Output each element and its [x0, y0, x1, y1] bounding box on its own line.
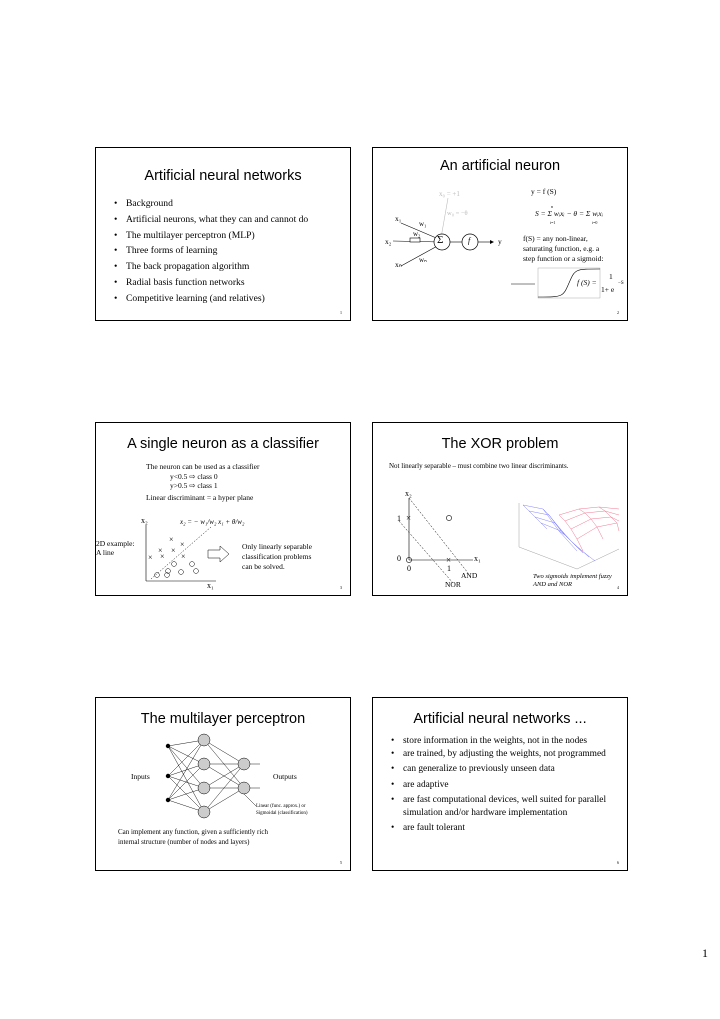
text-line: Linear discriminant = a hyper plane: [146, 493, 254, 502]
note-line: can be solved.: [242, 562, 285, 571]
xn-label: xₙ: [395, 260, 402, 269]
x2-label: x₂: [385, 237, 392, 246]
w2-label: w₂: [413, 230, 421, 238]
x0-label: x₀ = +1: [439, 190, 460, 198]
svg-text:×: ×: [171, 546, 176, 555]
note-line: Linear (func. approx.) or: [256, 804, 306, 809]
wn-label: wₙ: [419, 256, 427, 264]
example-line: A line: [96, 548, 115, 557]
list-item: • The back propagation algorithm: [114, 259, 308, 275]
slide-number: 4: [617, 585, 619, 590]
text-line: The neuron can be used as a classifier: [146, 462, 260, 471]
and-label: AND: [461, 571, 478, 580]
description-line: f(S) = any non-linear,: [523, 234, 588, 243]
text-line: y<0.5 ⇨ class 0: [170, 472, 218, 481]
svg-text:×: ×: [169, 535, 174, 544]
note-line: classification problems: [242, 552, 312, 561]
caption-line: Two sigmoids implement fuzzy: [533, 573, 612, 580]
page-number: 1: [702, 946, 708, 960]
slide-number: 2: [617, 310, 619, 315]
x1-axis-label: x₁: [474, 554, 481, 563]
caption-line: internal structure (number of nodes and layers): [118, 838, 250, 846]
sigmoid-numerator: 1: [609, 272, 613, 281]
slide-1: [95, 147, 351, 321]
description-line: step function or a sigmoid:: [523, 254, 604, 263]
svg-text:×: ×: [446, 555, 452, 565]
list-item: • Competitive learning (and relatives): [114, 291, 308, 307]
list-item: • are trained, by adjusting the weights, not programmed: [391, 748, 623, 761]
slide-title: An artificial neuron: [439, 158, 561, 174]
slide-title: The XOR problem: [441, 436, 559, 452]
list-item: • are fast computational devices, well suited for parallel simulation and/or hardware implementation: [391, 794, 623, 820]
equation-y: y = f (S): [531, 187, 557, 196]
tick-label: 1: [397, 514, 401, 523]
tick-label: 0: [407, 564, 411, 573]
bullet-list: [391, 735, 623, 835]
note-line: Sigmoidal (classification): [256, 811, 308, 816]
class-0-points: [148, 535, 186, 562]
slide-title: Artificial neural networks: [144, 168, 302, 184]
example-line: 2D example:: [96, 539, 135, 548]
xor-cross-points: [406, 513, 451, 565]
slide-6: [372, 697, 628, 871]
class-1-points: [155, 562, 199, 578]
svg-text:×: ×: [406, 513, 412, 523]
list-item: • Radial basis function networks: [114, 275, 308, 291]
classifier-plot: [96, 423, 352, 597]
slide-4: [372, 422, 628, 596]
arrow-icon: [208, 546, 229, 562]
note-line: Only linearly separable: [242, 542, 312, 551]
neuron-diagram: [373, 148, 629, 322]
svg-text:×: ×: [160, 552, 165, 561]
list-item: • Artificial neurons, what they can and cannot do: [114, 212, 308, 228]
equation-s: S = Σ wᵢxᵢ − θ = Σ wᵢxᵢ: [535, 209, 603, 218]
list-item: • Background: [114, 196, 308, 212]
slide-title: The multilayer perceptron: [140, 711, 306, 727]
f-symbol: f: [468, 236, 471, 245]
y-label: y: [498, 237, 502, 246]
tick-label: 1: [447, 564, 451, 573]
sum-bottom-label-1: i=1: [550, 220, 556, 225]
list-item: • are adaptive: [391, 779, 623, 792]
slide-title: Artificial neural networks ...: [413, 711, 587, 727]
w0-label: w₀ = −θ: [447, 210, 468, 217]
xor-plot: [373, 423, 629, 597]
text-line: y>0.5 ⇨ class 1: [170, 481, 218, 490]
sum-top-label: n: [551, 204, 553, 209]
slide-number: 6: [617, 860, 619, 865]
x2-axis-label: x₂: [405, 489, 412, 498]
svg-text:×: ×: [180, 540, 185, 549]
sigmoid-lhs: f (S) =: [577, 278, 597, 287]
x1-axis-label: x₁: [207, 581, 214, 590]
svg-text:×: ×: [148, 553, 153, 562]
slide-number: 1: [340, 310, 342, 315]
list-item: • The multilayer perceptron (MLP): [114, 228, 308, 244]
slide-3: [95, 422, 351, 596]
inputs-label: Inputs: [131, 772, 150, 781]
list-item: • Three forms of learning: [114, 243, 308, 259]
caption-line: AND and NOR: [533, 581, 572, 588]
sigmoid-exponent: −S: [618, 281, 624, 286]
list-item: • can generalize to previously unseen data: [391, 763, 623, 776]
tick-label: 0: [397, 554, 401, 563]
intro-text: Not linearly separable – must combine two linear discriminants.: [389, 462, 569, 470]
mlp-connections: [168, 740, 260, 812]
weight-box: [410, 238, 420, 242]
list-item: • store information in the weights, not in the nodes: [391, 735, 623, 748]
slide-title: A single neuron as a classifier: [127, 436, 319, 452]
input-nodes: [166, 744, 170, 802]
caption-line: Can implement any function, given a sufficiently rich: [118, 828, 268, 836]
output-nodes: [238, 758, 250, 794]
sigmoid-denominator: 1+ e: [601, 285, 615, 294]
slide-number: 3: [340, 585, 342, 590]
x1-label: x₁: [395, 214, 402, 223]
slide-5: [95, 697, 351, 871]
sum-symbol: Σ: [437, 234, 444, 246]
list-item: • are fault tolerant: [391, 822, 623, 835]
slide-2: [372, 147, 628, 321]
line-equation: x₂ = − w₁/w₂ x₁ + θ/w₂: [180, 518, 245, 526]
x2-axis-label: x₂: [141, 516, 148, 525]
xor-circle-point: [446, 515, 451, 520]
w1-label: w₁: [419, 220, 427, 228]
svg-text:×: ×: [158, 546, 163, 555]
slide-number: 5: [340, 860, 342, 865]
surface-plot: [519, 503, 619, 569]
bullet-list: [114, 196, 308, 307]
svg-text:×: ×: [181, 552, 186, 561]
nor-label: NOR: [445, 580, 461, 589]
outputs-label: Outputs: [273, 772, 297, 781]
sum-bottom-label-2: i=0: [592, 220, 598, 225]
description-line: saturating function, e.g. a: [523, 244, 600, 253]
